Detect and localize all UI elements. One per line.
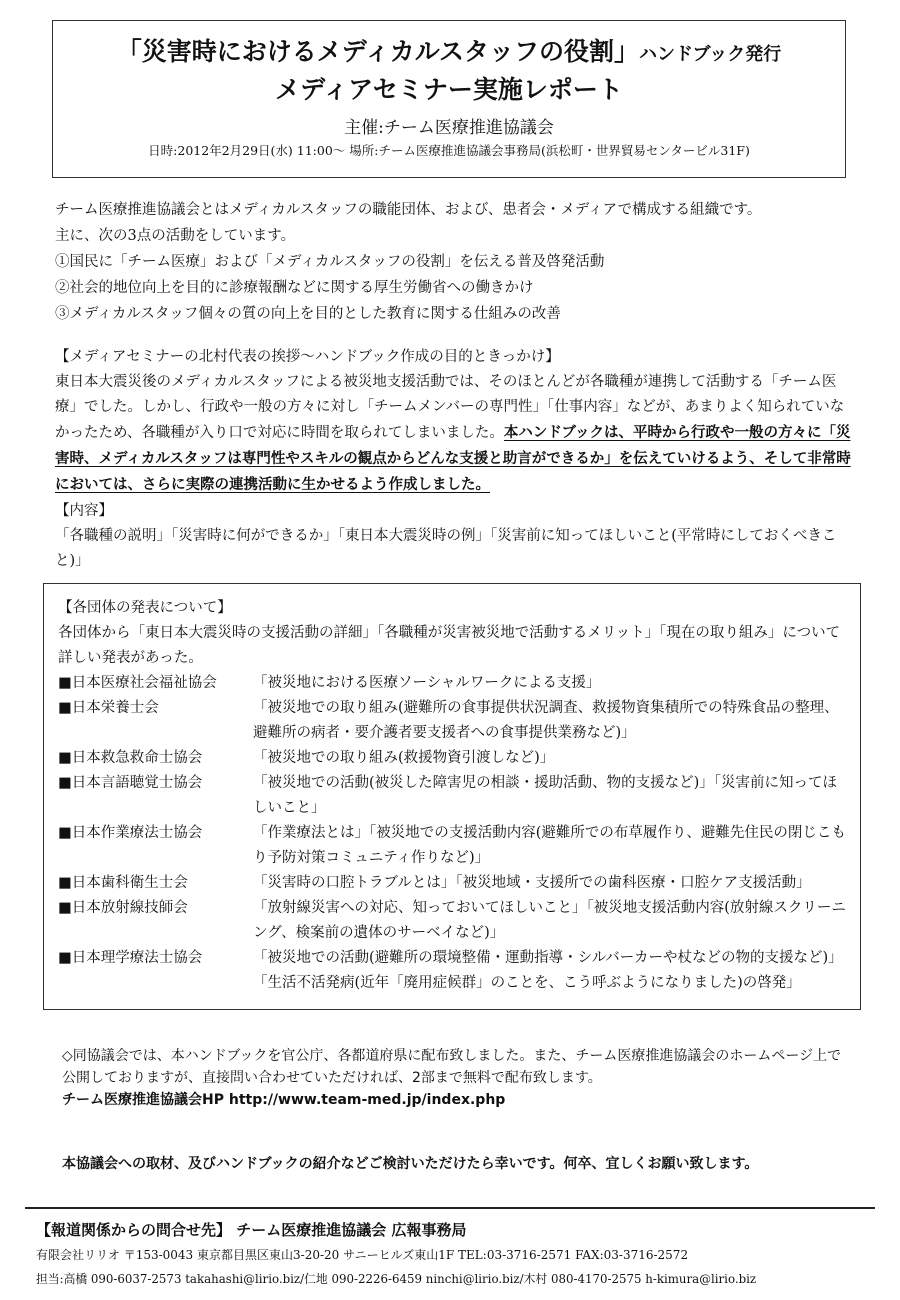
title-main: 「災害時におけるメディカルスタッフの役割」 <box>116 37 640 66</box>
page-title <box>53 35 845 72</box>
intro-line: ②社会的地位向上を目的に診療報酬などに関する厚生労働省への働きかけ <box>55 280 534 296</box>
greeting-emphasis: 本ハンドブックは、平時から行政や一般の方々に「災害時、メディカルスタッフは専門性やスキルの観点からどんな支援と助言ができるか」を伝えていけるよう、そして非常時においては、さらに実際の連携活動に生かせるよう作成しました。 <box>55 424 851 493</box>
org-row <box>58 821 848 871</box>
title-suffix: ハンドブック発行 <box>639 44 782 65</box>
presentations-box <box>43 583 861 1010</box>
intro-line: 主に、次の3点の活動をしています。 <box>55 228 296 244</box>
content-heading: 【内容】 <box>55 503 113 519</box>
divider <box>25 1207 875 1209</box>
org-name: ■日本救急救命士協会 <box>58 750 203 766</box>
contact-address: 有限会社リリオ 〒153-0043 東京都目黒区東山3-20-20 サニーヒルズ東山1F TEL:03-3716-2571 FAX:03-3716-2572 <box>36 1248 689 1262</box>
closing-message: 本協議会への取材、及びハンドブックの紹介などご検討いただけたら幸いです。何卒、宜しくお願い致します。 <box>62 1156 759 1172</box>
org-name: ■日本栄養士会 <box>58 700 159 716</box>
org-row <box>58 696 848 746</box>
distribution-notice <box>62 1045 852 1111</box>
org-topic: 「災害時の口腔トラブルとは」「被災地域・支援所での歯科医療・口腔ケア支援活動」 <box>253 875 811 891</box>
intro-line: チーム医療推進協議会とはメディカルスタッフの職能団体、および、患者会・メディアで構成する組織です。 <box>55 202 762 218</box>
intro-line: ①国民に「チーム医療」および「メディカルスタッフの役割」を伝える普及啓発活動 <box>55 254 605 270</box>
presentations-intro: 各団体から「東日本大震災時の支援活動の詳細」「各職種が災害被災地で活動するメリット」「現在の取り組み」について詳しい発表があった。 <box>58 625 841 666</box>
org-topic: 「被災地での取り組み(救援物資引渡しなど)」 <box>253 750 555 766</box>
org-topic: 「被災地での活動(避難所の環境整備・運動指導・シルバーカーや杖などの物的支援など)」「生活不活発病(近年「廃用症候群」のことを、こう呼ぶようになりました)の啓発」 <box>253 950 843 991</box>
greeting-section <box>55 345 855 498</box>
org-row <box>58 746 848 771</box>
presentations-heading: 【各団体の発表について】 <box>58 600 232 616</box>
org-name: ■日本医療社会福祉協会 <box>58 675 217 691</box>
org-topic: 「放射線災害への対応、知っておいてほしいこと」「被災地支援活動内容(放射線スクリーニング、検案前の遺体のサーベイなど)」 <box>253 900 846 941</box>
intro-section <box>55 197 855 327</box>
intro-line: ③メディカルスタッフ個々の質の向上を目的とした教育に関する仕組みの改善 <box>55 306 561 322</box>
org-row <box>58 671 848 696</box>
org-name: ■日本言語聴覚士協会 <box>58 775 203 791</box>
page-subtitle: メディアセミナー実施レポート <box>275 75 623 104</box>
contact-section <box>36 1217 886 1291</box>
org-row <box>58 896 848 946</box>
content-body: 「各職種の説明」「災害時に何ができるか」「東日本大震災時の例」「災害前に知ってほしいこと(平常時にしておくべきこと)」 <box>55 528 837 569</box>
greeting-text: 東日本大震災後のメディカルスタッフによる被災地支援活動では、そのほとんどが各職種が連携して活動する「チーム医療」でした。しかし、行政や一般の方々に対し「チームメンバーの専門性」「仕事内容」などが、あまりよく知られていなかったため、各職種が入り口で対応に時間を取られてしまいました。 <box>55 374 845 441</box>
greeting-body <box>55 370 855 498</box>
org-row <box>58 871 848 896</box>
contact-staff: 担当:高橋 090-6037-2573 takahashi@lirio.biz/仁地 090-2226-6459 ninchi@lirio.biz/木村 080-4170-2575 h-kimura@lirio.biz <box>36 1272 757 1286</box>
org-topic: 「作業療法とは」「被災地での支援活動内容(避難所での布草履作り、避難先住民の閉じこもり予防対策コミュニティ作りなど)」 <box>253 825 846 866</box>
contact-title: 【報道関係からの問合せ先】 チーム医療推進協議会 広報事務局 <box>36 1221 467 1239</box>
org-topic: 「被災地における医療ソーシャルワークによる支援」 <box>253 675 601 691</box>
homepage-link[interactable]: チーム医療推進協議会HP http://www.team-med.jp/index.php <box>62 1092 506 1108</box>
org-name: ■日本歯科衛生士会 <box>58 875 188 891</box>
event-datetime-location: 日時:2012年2月29日(水) 11:00〜 場所:チーム医療推進協議会事務局(浜松町・世界貿易センタービル31F) <box>148 143 750 158</box>
org-topic: 「被災地での取り組み(避難所の食事提供状況調査、救援物資集積所での特殊食品の整理、避難所の病者・要介護者要支援者への食事提供業務など)」 <box>253 700 839 741</box>
notice-body: ◇同協議会では、本ハンドブックを官公庁、各都道府県に配布致しました。また、チーム医療推進協議会のホームページ上で公開しておりますが、直接問い合わせていただければ、2部まで無料で配布致します。 <box>62 1048 842 1086</box>
title-box <box>52 20 846 178</box>
org-name: ■日本放射線技師会 <box>58 900 188 916</box>
org-row <box>58 771 848 821</box>
org-name: ■日本理学療法士協会 <box>58 950 203 966</box>
organizer: 主催:チーム医療推進協議会 <box>344 118 554 138</box>
org-row <box>58 946 848 996</box>
org-name: ■日本作業療法士協会 <box>58 825 203 841</box>
org-topic: 「被災地での活動(被災した障害児の相談・援助活動、物的支援など)」「災害前に知ってほしいこと」 <box>253 775 838 816</box>
greeting-heading: 【メディアセミナーの北村代表の挨拶〜ハンドブック作成の目的ときっかけ】 <box>55 349 560 365</box>
content-section <box>55 499 855 574</box>
